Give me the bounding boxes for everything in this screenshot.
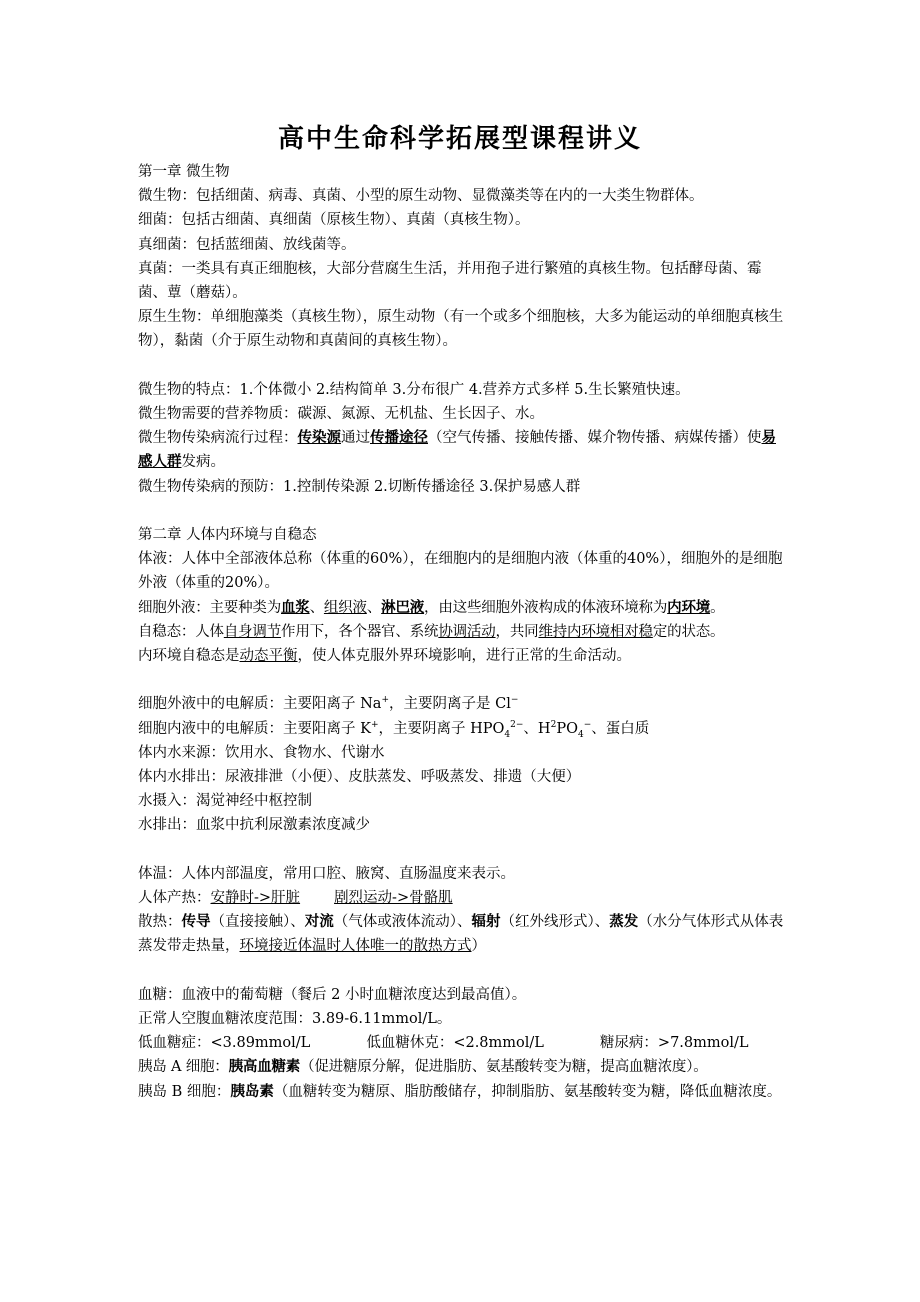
spacer <box>138 668 786 692</box>
term-only-dissipation: 环境接近体温时人体唯一的散热方式 <box>239 938 472 955</box>
term-evaporation: 蒸发 <box>609 913 639 931</box>
term-convection: 对流 <box>304 913 334 931</box>
paragraph-alpha-cells <box>138 1055 786 1079</box>
paragraph-infection-process <box>138 426 786 474</box>
term-glucagon: 胰高血糖素 <box>228 1058 301 1076</box>
superscript: 2 <box>550 719 557 730</box>
paragraph: 微生物传染病的预防：1.控制传染源 2.切断传播途径 3.保护易感人群 <box>138 478 581 495</box>
text-run: 、蛋白质 <box>591 720 650 737</box>
paragraph-icf-electrolytes <box>138 717 786 741</box>
term-transmission-route: 传播途径 <box>370 429 428 447</box>
chapter-2-heading: 第二章 人体内环境与自稳态 <box>138 527 317 544</box>
paragraph: 体液：人体中全部液体总称（体重的60%），在细胞内的是细胞内液（体重的40%），细胞外的是细胞外液（体重的20%）。 <box>138 551 783 592</box>
paragraph-beta-cells <box>138 1080 786 1104</box>
spacer <box>138 838 786 862</box>
paragraph: 血糖：血液中的葡萄糖（餐后 2 小时血糖浓度达到最高值）。 <box>138 986 527 1003</box>
paragraph: 体内水排出：尿液排泄（小便）、皮肤蒸发、呼吸蒸发、排遗（大便） <box>138 769 581 786</box>
term-self-regulation: 自身调节 <box>223 623 282 640</box>
paragraph: 微生物需要的营养物质：碳源、氮源、无机盐、生长因子、水。 <box>138 406 544 423</box>
text-run: 发病。 <box>181 454 225 471</box>
text-run: ，主要阴离子 HPO <box>378 720 505 737</box>
text-run: 内环境自稳态是 <box>138 648 240 665</box>
text-run: 细胞内液中的电解质：主要阳离子 K <box>138 720 371 737</box>
text-run: ，共同 <box>495 623 539 640</box>
spacer <box>138 499 786 523</box>
paragraph: 水排出：血浆中抗利尿激素浓度减少 <box>138 817 370 834</box>
term-tissue-fluid: 组织液 <box>323 599 367 616</box>
text-run: 胰岛 B 细胞： <box>138 1083 231 1100</box>
text-run: （气体或液体流动）、 <box>333 914 472 931</box>
term-lymph: 淋巴液 <box>381 598 425 616</box>
text-run: （促进糖原分解，促进脂肪、氨基酸转变为糖，提高血糖浓度）。 <box>300 1059 708 1076</box>
text-run: 、 <box>309 599 324 616</box>
paragraph-extracellular-fluid <box>138 596 786 620</box>
superscript: − <box>510 695 519 706</box>
paragraph: 体内水来源：饮用水、食物水、代谢水 <box>138 744 385 761</box>
superscript: + <box>381 695 389 706</box>
document-body <box>138 160 786 1104</box>
page-title: 高中生命科学拓展型课程讲义 <box>277 124 642 154</box>
superscript: − <box>583 719 592 730</box>
text-run: 通过 <box>341 430 370 447</box>
paragraph-homeostasis <box>138 620 786 644</box>
subscript: 4 <box>504 729 511 740</box>
term-coordinated-activity: 协调活动 <box>438 623 496 640</box>
text-run: PO <box>556 720 578 737</box>
text-run: 细胞外液：主要种类为 <box>138 599 281 616</box>
spacer <box>138 959 786 983</box>
term-infection-source: 传染源 <box>297 429 341 447</box>
paragraph: 体温：人体内部温度，常用口腔、腋窝、直肠温度来表示。 <box>138 865 515 882</box>
text-run: 微生物传染病流行过程： <box>138 430 298 447</box>
paragraph: 真细菌：包括蓝细菌、放线菌等。 <box>138 236 356 253</box>
paragraph: 微生物：包括细菌、病毒、真菌、小型的原生动物、显微藻类等在内的一大类生物群体。 <box>138 188 704 205</box>
text-run: ，由这些细胞外液构成的体液环境称为 <box>424 599 668 616</box>
text-run: （空气传播、接触传播、媒介物传播、病媒传播）使 <box>428 430 762 447</box>
subscript: 4 <box>577 729 584 740</box>
text-run: 低血糖症：<3.89mmol/L <box>138 1035 311 1052</box>
term-plasma: 血浆 <box>281 598 310 616</box>
paragraph: 细菌：包括古细菌、真细菌（原核生物）、真菌（真核生物）。 <box>138 212 530 229</box>
text-run: 胰岛 A 细胞： <box>138 1059 229 1076</box>
spacer <box>138 354 786 378</box>
term-maintain-stability: 维持内环境相对稳 <box>538 623 653 640</box>
text-run: （血糖转变为糖原、脂肪酸储存，抑制脂肪、氨基酸转变为糖，降低血糖浓度。 <box>273 1083 782 1100</box>
term-internal-environment: 内环境 <box>667 598 711 616</box>
text-run: （水分气体形式从体表蒸发带走热量， <box>138 914 784 955</box>
paragraph: 微生物的特点：1.个体微小 2.结构简单 3.分布很广 4.营养方式多样 5.生长繁殖快速。 <box>138 381 690 398</box>
paragraph-glucose-thresholds <box>138 1031 786 1055</box>
term-exercise-muscle: 剧烈运动->骨骼肌 <box>334 890 453 907</box>
paragraph-heat-dissipation <box>138 910 786 958</box>
text-run: ，主要阴离子是 Cl <box>389 696 511 713</box>
text-run: 自稳态：人体 <box>138 623 224 640</box>
text-run: 、 <box>366 599 382 616</box>
text-run: 作用下，各个器官、系统 <box>281 623 439 640</box>
text-run: 细胞外液中的电解质：主要阳离子 Na <box>138 696 382 713</box>
text-run: （直接接触）、 <box>210 914 305 931</box>
term-susceptible-population: 易感人群 <box>138 429 776 471</box>
superscript: + <box>370 719 379 730</box>
paragraph: 正常人空腹血糖浓度范围：3.89-6.11mmol/L。 <box>138 1011 452 1028</box>
term-conduction: 传导 <box>181 913 211 931</box>
term-dynamic-balance: 动态平衡 <box>239 648 298 665</box>
paragraph-heat-production <box>138 886 786 910</box>
text-run: 糖尿病：>7.8mmol/L <box>599 1035 749 1052</box>
term-radiation: 辐射 <box>471 913 501 931</box>
paragraph: 真菌：一类具有真正细胞核，大部分营腐生生活，并用孢子进行繁殖的真核生物。包括酵母菌、霉菌、蕈（蘑菇）。 <box>138 260 762 302</box>
text-run: 定的状态。 <box>652 623 725 640</box>
superscript: 2− <box>510 719 524 730</box>
chapter-1-heading: 第一章 微生物 <box>138 164 230 180</box>
paragraph: 水摄入：渴觉神经中枢控制 <box>138 793 312 810</box>
paragraph: 原生生物：单细胞藻类（真核生物），原生动物（有一个或多个细胞核，大多为能运动的单细胞真核生物），黏菌（介于原生动物和真菌间的真核生物）。 <box>138 309 784 350</box>
term-rest-liver: 安静时->肝脏 <box>210 890 301 907</box>
text-run: ，使人体克服外界环境影响，进行正常的生命活动。 <box>297 648 631 665</box>
text-run: （红外线形式）、 <box>500 914 610 931</box>
text-run: 、H <box>523 720 551 737</box>
text-run: 人体产热： <box>138 890 211 907</box>
text-run: 低血糖休克：<2.8mmol/L <box>366 1035 544 1052</box>
text-run: ） <box>471 938 486 955</box>
term-insulin: 胰岛素 <box>230 1082 274 1100</box>
paragraph-ecf-electrolytes <box>138 692 786 716</box>
paragraph-dynamic-balance <box>138 644 786 668</box>
text-run: 。 <box>710 599 725 616</box>
text-run: 散热： <box>138 914 182 931</box>
